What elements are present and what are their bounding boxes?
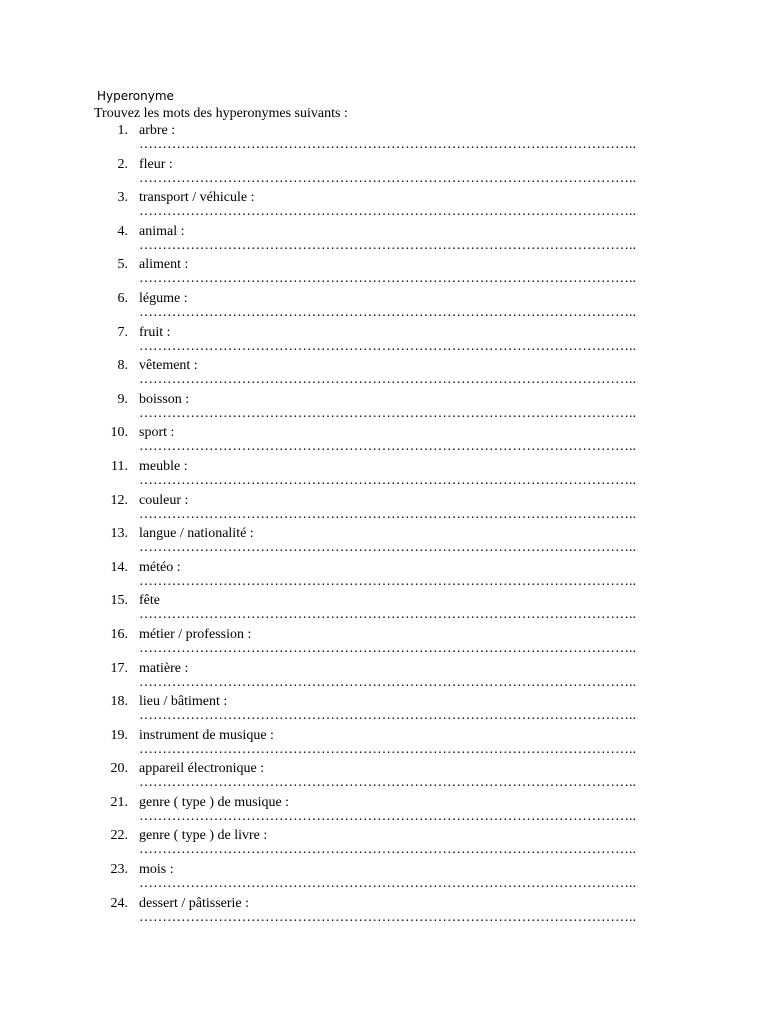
item-number: 9. <box>117 391 128 407</box>
list-item <box>0 324 768 358</box>
item-number: 1. <box>117 123 128 138</box>
item-number: 18. <box>110 694 128 710</box>
item-number: 15. <box>110 593 128 609</box>
list-item <box>0 693 768 727</box>
list-item <box>0 256 768 290</box>
item-number: 10. <box>110 425 128 441</box>
item-number: 2. <box>117 156 128 172</box>
item-number: 13. <box>110 526 128 542</box>
answer-line: …………………………………………………………………………………………….. <box>139 271 636 287</box>
item-label: arbre : <box>139 123 176 138</box>
item-label: fleur : <box>139 156 173 172</box>
item-label: boisson : <box>139 391 190 407</box>
item-label: métier / profession : <box>139 626 252 642</box>
item-number: 11. <box>111 458 128 474</box>
answer-line: …………………………………………………………………………………………….. <box>139 304 636 320</box>
list-item <box>0 895 768 929</box>
item-number: 22. <box>110 828 128 844</box>
list-item <box>0 794 768 828</box>
item-label: genre ( type ) de musique : <box>139 794 290 810</box>
list-item <box>0 626 768 660</box>
item-label: météo : <box>139 559 181 575</box>
instruction-text: Trouvez les mots des hyperonymes suivants : <box>94 106 348 121</box>
answer-line: …………………………………………………………………………………………….. <box>139 741 636 757</box>
answer-line: …………………………………………………………………………………………….. <box>139 506 636 522</box>
answer-line: …………………………………………………………………………………………….. <box>139 237 636 253</box>
answer-line: …………………………………………………………………………………………….. <box>139 573 636 589</box>
list-item <box>0 492 768 526</box>
list-item <box>0 559 768 593</box>
list-item <box>0 223 768 257</box>
item-label: mois : <box>139 862 174 878</box>
answer-line: …………………………………………………………………………………………….. <box>139 842 636 858</box>
item-number: 20. <box>110 761 128 777</box>
item-label: matière : <box>139 660 189 676</box>
answer-line: …………………………………………………………………………………………….. <box>139 137 636 152</box>
list-item <box>0 290 768 324</box>
list-item <box>0 727 768 761</box>
item-label: fruit : <box>139 324 171 340</box>
item-label: animal : <box>139 223 185 239</box>
item-label: appareil électronique : <box>139 761 265 777</box>
item-number: 4. <box>117 223 128 239</box>
answer-line: …………………………………………………………………………………………….. <box>139 607 636 623</box>
answer-line: …………………………………………………………………………………………….. <box>139 808 636 824</box>
list-item <box>0 525 768 559</box>
answer-line: …………………………………………………………………………………………….. <box>139 708 636 724</box>
document-heading: Hyperonyme <box>97 89 174 103</box>
answer-line: …………………………………………………………………………………………….. <box>139 372 636 388</box>
item-label: meuble : <box>139 458 188 474</box>
item-number: 21. <box>110 794 128 810</box>
item-label: aliment : <box>139 257 189 273</box>
answer-line: …………………………………………………………………………………………….. <box>139 472 636 488</box>
item-label: fête <box>139 593 160 609</box>
hyperonym-list <box>0 122 768 928</box>
answer-line: …………………………………………………………………………………………….. <box>139 405 636 421</box>
answer-line: …………………………………………………………………………………………….. <box>139 439 636 455</box>
item-label: lieu / bâtiment : <box>139 694 228 710</box>
answer-line: …………………………………………………………………………………………….. <box>139 775 636 791</box>
item-label: sport : <box>139 425 175 441</box>
list-item <box>0 122 768 156</box>
item-label: transport / véhicule : <box>139 190 255 206</box>
item-label: légume : <box>139 290 188 306</box>
item-number: 5. <box>117 257 128 273</box>
item-label: vêtement : <box>139 358 198 374</box>
item-number: 8. <box>117 358 128 374</box>
item-number: 7. <box>117 324 128 340</box>
item-number: 24. <box>110 895 128 911</box>
item-number: 3. <box>117 190 128 206</box>
list-item <box>0 760 768 794</box>
answer-line: …………………………………………………………………………………………….. <box>139 540 636 556</box>
answer-line: …………………………………………………………………………………………….. <box>139 170 636 186</box>
item-label: genre ( type ) de livre : <box>139 828 268 844</box>
list-item <box>0 660 768 694</box>
answer-line: …………………………………………………………………………………………….. <box>139 876 636 892</box>
answer-line: …………………………………………………………………………………………….. <box>139 674 636 690</box>
list-item <box>0 391 768 425</box>
item-number: 6. <box>117 290 128 306</box>
list-item <box>0 592 768 626</box>
list-item <box>0 189 768 223</box>
item-number: 16. <box>110 626 128 642</box>
item-label: couleur : <box>139 492 189 508</box>
item-number: 23. <box>110 862 128 878</box>
item-number: 17. <box>110 660 128 676</box>
item-number: 12. <box>110 492 128 508</box>
list-item <box>0 424 768 458</box>
answer-line: …………………………………………………………………………………………….. <box>139 640 636 656</box>
item-label: langue / nationalité : <box>139 526 254 542</box>
list-item <box>0 357 768 391</box>
item-number: 19. <box>110 727 128 743</box>
item-label: dessert / pâtisserie : <box>139 895 250 911</box>
item-label: instrument de musique : <box>139 727 274 743</box>
item-number: 14. <box>110 559 128 575</box>
list-item <box>0 156 768 190</box>
list-item <box>0 458 768 492</box>
list-item <box>0 861 768 895</box>
list-item <box>0 827 768 861</box>
answer-line: …………………………………………………………………………………………….. <box>139 204 636 220</box>
answer-line: …………………………………………………………………………………………….. <box>139 338 636 354</box>
answer-line: …………………………………………………………………………………………….. <box>139 909 636 925</box>
